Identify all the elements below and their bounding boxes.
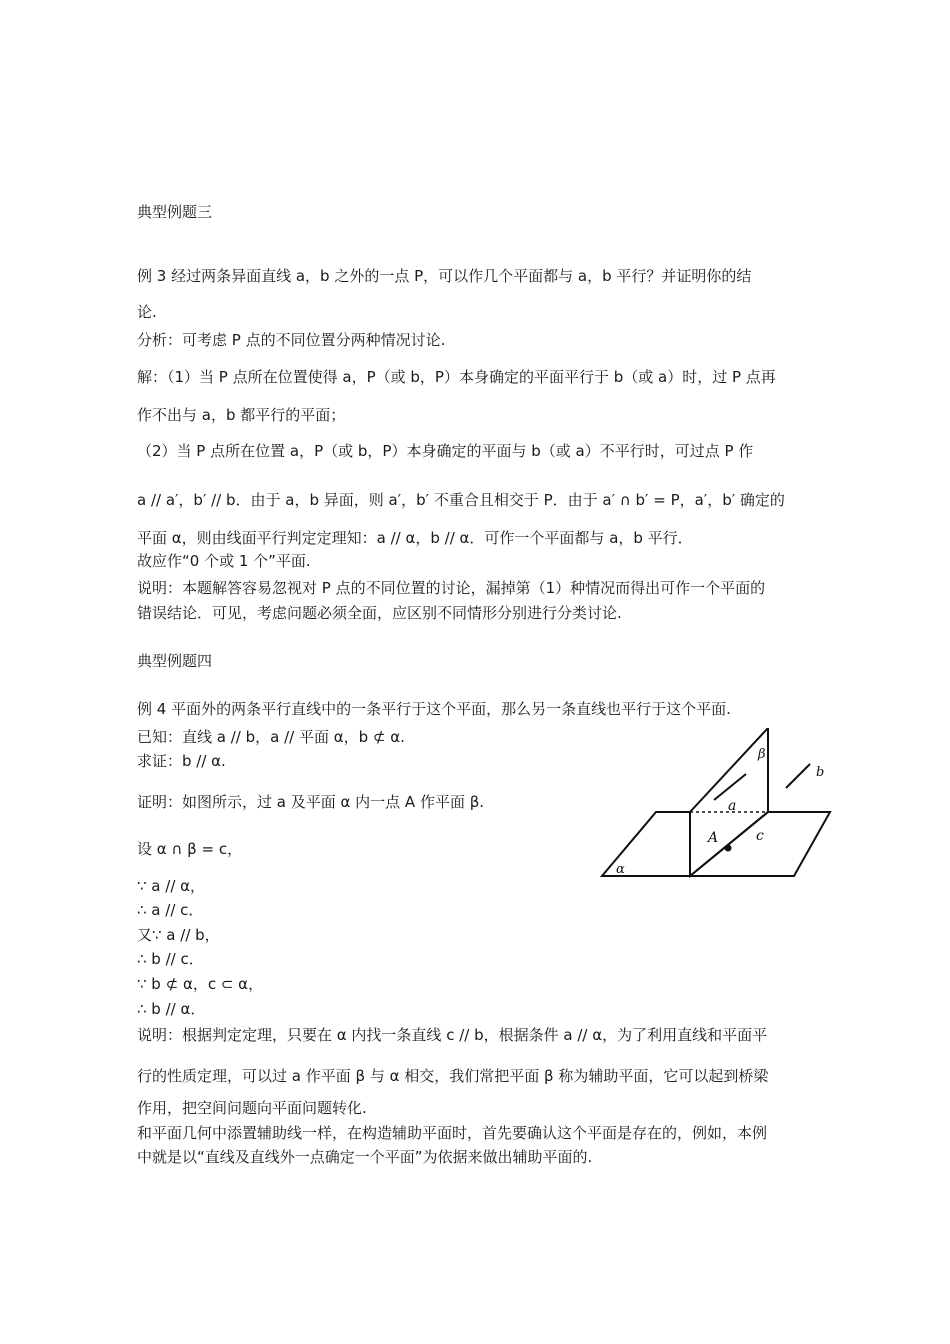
example-4-statement: 例 4 平面外的两条平行直线中的一条平行于这个平面，那么另一条直线也平行于这个平面. bbox=[137, 700, 731, 718]
proof-step-4: ∴ b // c． bbox=[137, 950, 204, 968]
example-3-solution-case2-cont: a // a′，b′ // b．由于 a，b 异面，则 a′，b′ 不重合且相交于 P．由于 a′ ∩ b′ = P，a′，b′ 确定的 bbox=[137, 491, 785, 509]
heading-example-4: 典型例题四 bbox=[137, 652, 213, 670]
label-A: A bbox=[708, 830, 719, 846]
label-b: b bbox=[816, 765, 825, 780]
example-4-let: 设 α ∩ β = c， bbox=[137, 840, 243, 858]
example-3-conclusion: 故应作“0 个或 1 个”平面. bbox=[137, 552, 311, 570]
example-3-solution-case2: （2）当 P 点所在位置 a，P（或 b，P）本身确定的平面与 b（或 a）不平行时，可过点 P 作 bbox=[137, 442, 754, 460]
label-beta: β bbox=[758, 747, 766, 762]
example-3-solution-case1: 解：（1）当 P 点所在位置使得 a，P（或 b，P）本身确定的平面平行于 b（或 a）时，过 P 点再 bbox=[137, 368, 776, 386]
example-4-note-line1: 说明：根据判定定理，只要在 α 内找一条直线 c // b，根据条件 a // α，为了利用直线和平面平 bbox=[137, 1026, 768, 1044]
geometry-figure bbox=[598, 728, 838, 880]
example-4-note-line2: 行的性质定理，可以过 a 作平面 β 与 α 相交，我们常把平面 β 称为辅助平面，它可以起到桥梁 bbox=[137, 1067, 769, 1085]
example-4-note-line3: 作用，把空间问题向平面问题转化. bbox=[137, 1099, 367, 1117]
example-4-proof-intro: 证明：如图所示，过 a 及平面 α 内一点 A 作平面 β. bbox=[137, 793, 485, 811]
example-4-given: 已知：直线 a // b，a // 平面 α，b ⊄ α. bbox=[137, 728, 405, 746]
example-4-note-line5: 中就是以“直线及直线外一点确定一个平面”为依据来做出辅助平面的. bbox=[137, 1148, 593, 1166]
label-alpha: α bbox=[616, 862, 625, 877]
example-4-to-prove: 求证：b // α. bbox=[137, 752, 226, 770]
proof-step-5: ∵ b ⊄ α，c ⊂ α， bbox=[137, 975, 264, 993]
example-3-note-line2: 错误结论．可见，考虑问题必须全面，应区别不同情形分别进行分类讨论. bbox=[137, 604, 622, 622]
example-3-statement-cont: 论. bbox=[137, 303, 157, 321]
example-3-analysis: 分析：可考虑 P 点的不同位置分两种情况讨论. bbox=[137, 331, 446, 349]
proof-step-3: 又∵ a // b， bbox=[137, 926, 220, 944]
example-3-solution-case1-cont: 作不出与 a，b 都平行的平面； bbox=[137, 406, 346, 424]
proof-step-1: ∵ a // α， bbox=[137, 877, 206, 895]
label-c: c bbox=[756, 828, 764, 844]
example-4-note-line4: 和平面几何中添置辅助线一样，在构造辅助平面时，首先要确认这个平面是存在的，例如，本例 bbox=[137, 1124, 768, 1142]
line-b bbox=[786, 764, 810, 788]
example-3-solution-case2-cont2: 平面 α，则由线面平行判定定理知：a // α，b // α．可作一个平面都与 a，b 平行． bbox=[137, 529, 693, 547]
heading-example-3: 典型例题三 bbox=[137, 203, 213, 221]
label-a: a bbox=[728, 798, 737, 814]
proof-step-2: ∴ a // c． bbox=[137, 901, 204, 919]
example-3-note-line1: 说明：本题解答容易忽视对 P 点的不同位置的讨论，漏掉第（1）种情况而得出可作一个平面的 bbox=[137, 579, 766, 597]
point-A bbox=[725, 845, 732, 852]
example-3-statement: 例 3 经过两条异面直线 a，b 之外的一点 P，可以作几个平面都与 a，b 平行？并证明你的结 bbox=[137, 267, 752, 285]
proof-step-6: ∴ b // α． bbox=[137, 1000, 206, 1018]
